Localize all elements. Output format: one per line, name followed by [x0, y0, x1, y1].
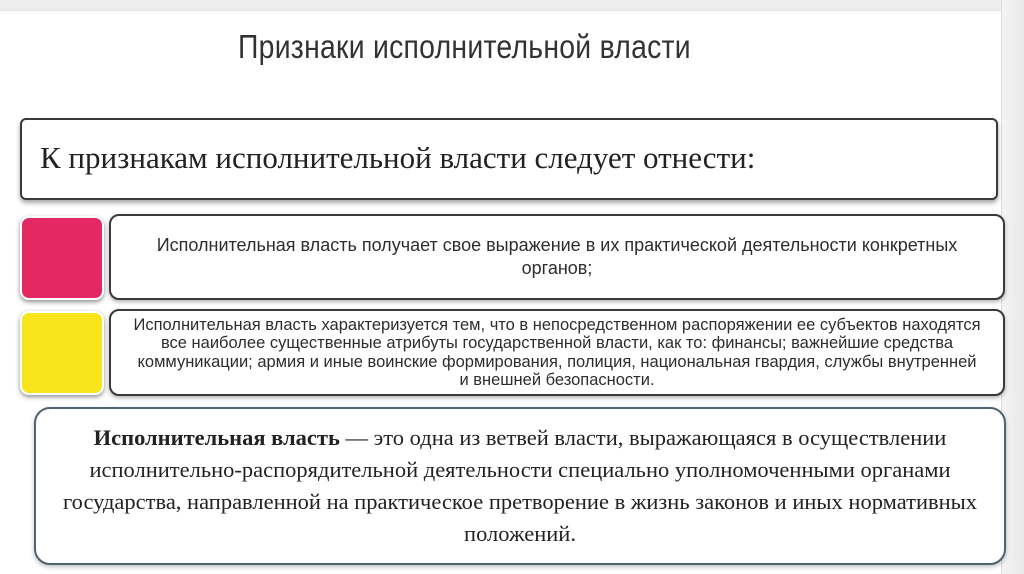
intro-box — [20, 118, 998, 200]
feature-item-1 — [109, 214, 1005, 300]
definition-term: Исполнительная власть — [93, 425, 340, 450]
pink-marker-square — [20, 216, 104, 300]
intro-text: К признакам исполнительной власти следует отнести: — [40, 140, 756, 175]
feature-item-2-text: Исполнительная власть характеризуется тем, что в непосредственном распоряжении ее субъектов находятся все наиболее существенные атрибуты государственной власти, как то: финансы; важнейшие средства коммуникации; армия и иные воинские формирования, полиция, национальная гвардия, службы внутренней и внешней безопасности. — [133, 315, 981, 389]
feature-item-1-text: Исполнительная власть получает свое выражение в их практической деятельности конкретных органов; — [156, 235, 958, 278]
definition-paragraph — [60, 422, 980, 550]
definition-box — [34, 407, 1006, 565]
slide-top-border — [0, 0, 1024, 11]
yellow-marker-square — [20, 311, 104, 395]
feature-item-2 — [109, 309, 1005, 396]
definition-text: — это одна из ветвей власти, выражающаяся в осуществлении исполнительно-распорядительной деятельности специально уполномоченными органами государства, направленной на практическое претворение в жизнь законов и иных нормативных положений. — [62, 425, 978, 546]
slide-title: Признаки исполнительной власти — [238, 28, 691, 65]
